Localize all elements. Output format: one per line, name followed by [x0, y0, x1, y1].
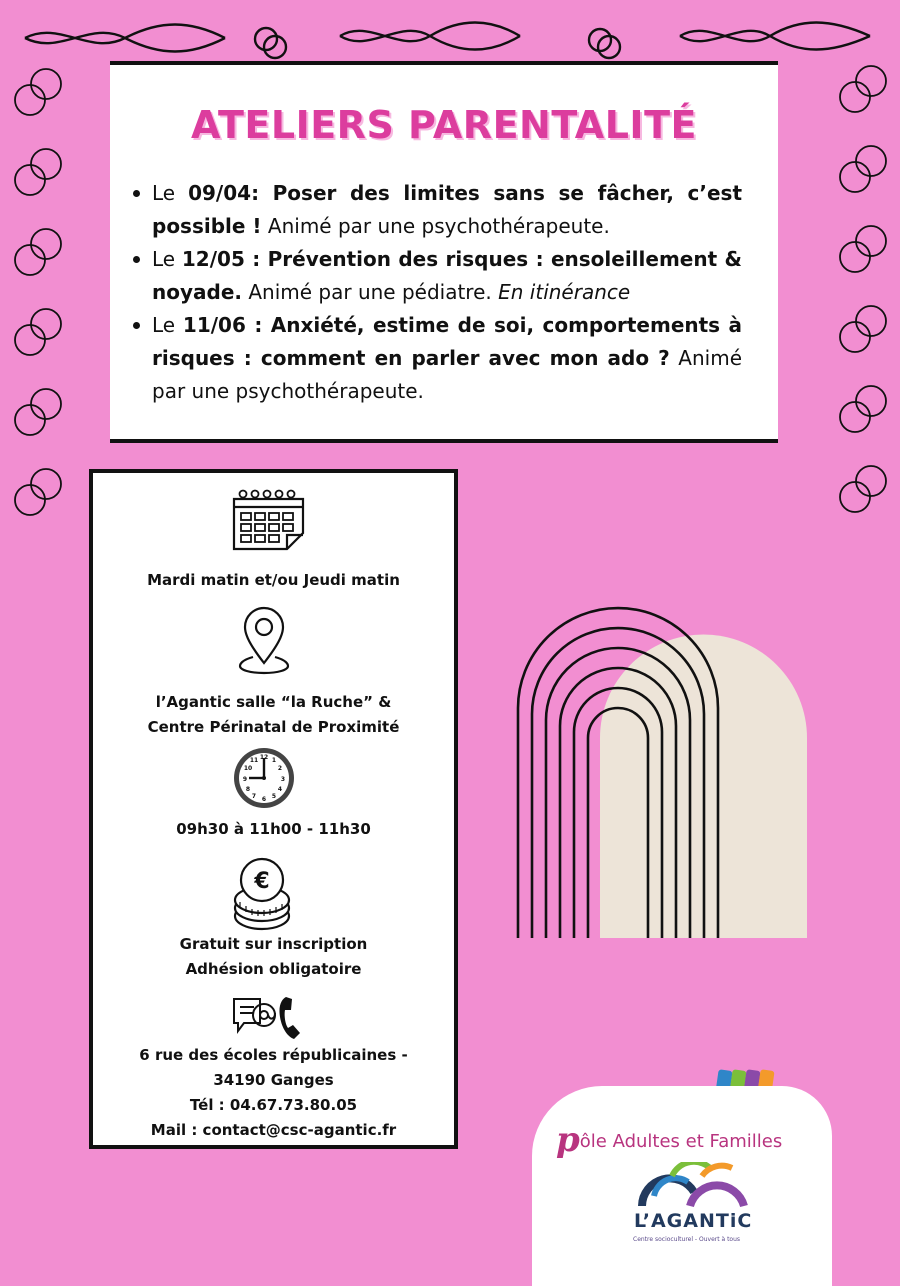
svg-text:2: 2 — [277, 765, 283, 772]
rings-decoration-right — [820, 55, 900, 525]
atelier-list — [132, 177, 742, 408]
list-item — [152, 243, 742, 309]
calendar-icon — [231, 487, 307, 553]
pole-initial: p — [556, 1120, 580, 1160]
atelier-prefix: Le — [152, 181, 189, 205]
svg-text:11: 11 — [249, 757, 259, 764]
logo-subtitle: Centre socioculturel - Ouvert à tous — [633, 1236, 741, 1243]
address-line-1: 6 rue des écoles républicaines - — [139, 1046, 408, 1064]
agantic-logo-icon — [632, 1162, 752, 1212]
time-text: 09h30 à 11h00 - 11h30 — [176, 820, 371, 838]
euro-coins-icon — [231, 856, 301, 936]
atelier-topic: Poser des limites sans se fâcher, c’est possible ! — [152, 181, 743, 238]
svg-text:12: 12 — [259, 754, 269, 761]
pole-label — [556, 1120, 782, 1160]
clock-icon — [231, 745, 297, 811]
ateliers-card — [110, 61, 778, 443]
atelier-date: 11/06 : — [182, 313, 263, 337]
location-line-2: Centre Périnatal de Proximité — [147, 718, 400, 736]
svg-text:1: 1 — [271, 757, 277, 764]
arch-decoration — [510, 598, 810, 943]
atelier-prefix: Le — [152, 313, 183, 337]
list-item — [152, 177, 742, 243]
svg-text:5: 5 — [271, 793, 277, 800]
info-card — [89, 469, 458, 1149]
atelier-topic: Anxiété, estime de soi, comportements à risques : comment en parler avec mon ado ? — [152, 313, 743, 370]
atelier-prefix: Le — [152, 247, 182, 271]
location-pin-icon — [236, 605, 292, 677]
atelier-detail: Animé par une pédiatre. — [242, 280, 499, 304]
logo-card — [532, 1086, 832, 1286]
svg-text:4: 4 — [277, 786, 283, 793]
svg-text:€: € — [254, 869, 270, 894]
atelier-detail: Animé par une psychothérapeute. — [152, 346, 742, 403]
svg-text:9: 9 — [242, 776, 248, 783]
phone-text: Tél : 04.67.73.80.05 — [189, 1096, 358, 1114]
svg-text:6: 6 — [261, 796, 267, 803]
price-line-2: Adhésion obligatoire — [185, 960, 362, 978]
mail-text: Mail : contact@csc-agantic.fr — [150, 1121, 397, 1139]
atelier-topic: Prévention des risques : ensoleillement & noyade. — [152, 247, 742, 304]
wave-decoration-top — [0, 0, 900, 60]
atelier-date: 09/04: — [188, 181, 260, 205]
address-line-2: 34190 Ganges — [213, 1071, 334, 1089]
logo-name: L’AGANTiC — [634, 1210, 753, 1232]
contact-phone-at-icon — [230, 993, 304, 1045]
atelier-date: 12/05 : — [181, 247, 261, 271]
svg-text:7: 7 — [251, 793, 257, 800]
atelier-note: En itinérance — [498, 280, 631, 304]
list-item — [152, 309, 742, 408]
svg-text:3: 3 — [280, 776, 286, 783]
page-title: ATELIERS PARENTALITÉ — [191, 103, 697, 147]
location-line-1: l’Agantic salle “la Ruche” & — [155, 693, 392, 711]
atelier-detail: Animé par une psychothérapeute. — [261, 214, 610, 238]
svg-text:8: 8 — [245, 786, 251, 793]
svg-text:10: 10 — [243, 765, 253, 772]
rings-decoration-left — [0, 60, 80, 530]
pole-text: ôle Adultes et Familles — [579, 1131, 783, 1152]
price-line-1: Gratuit sur inscription — [179, 935, 368, 953]
schedule-text: Mardi matin et/ou Jeudi matin — [147, 571, 400, 589]
